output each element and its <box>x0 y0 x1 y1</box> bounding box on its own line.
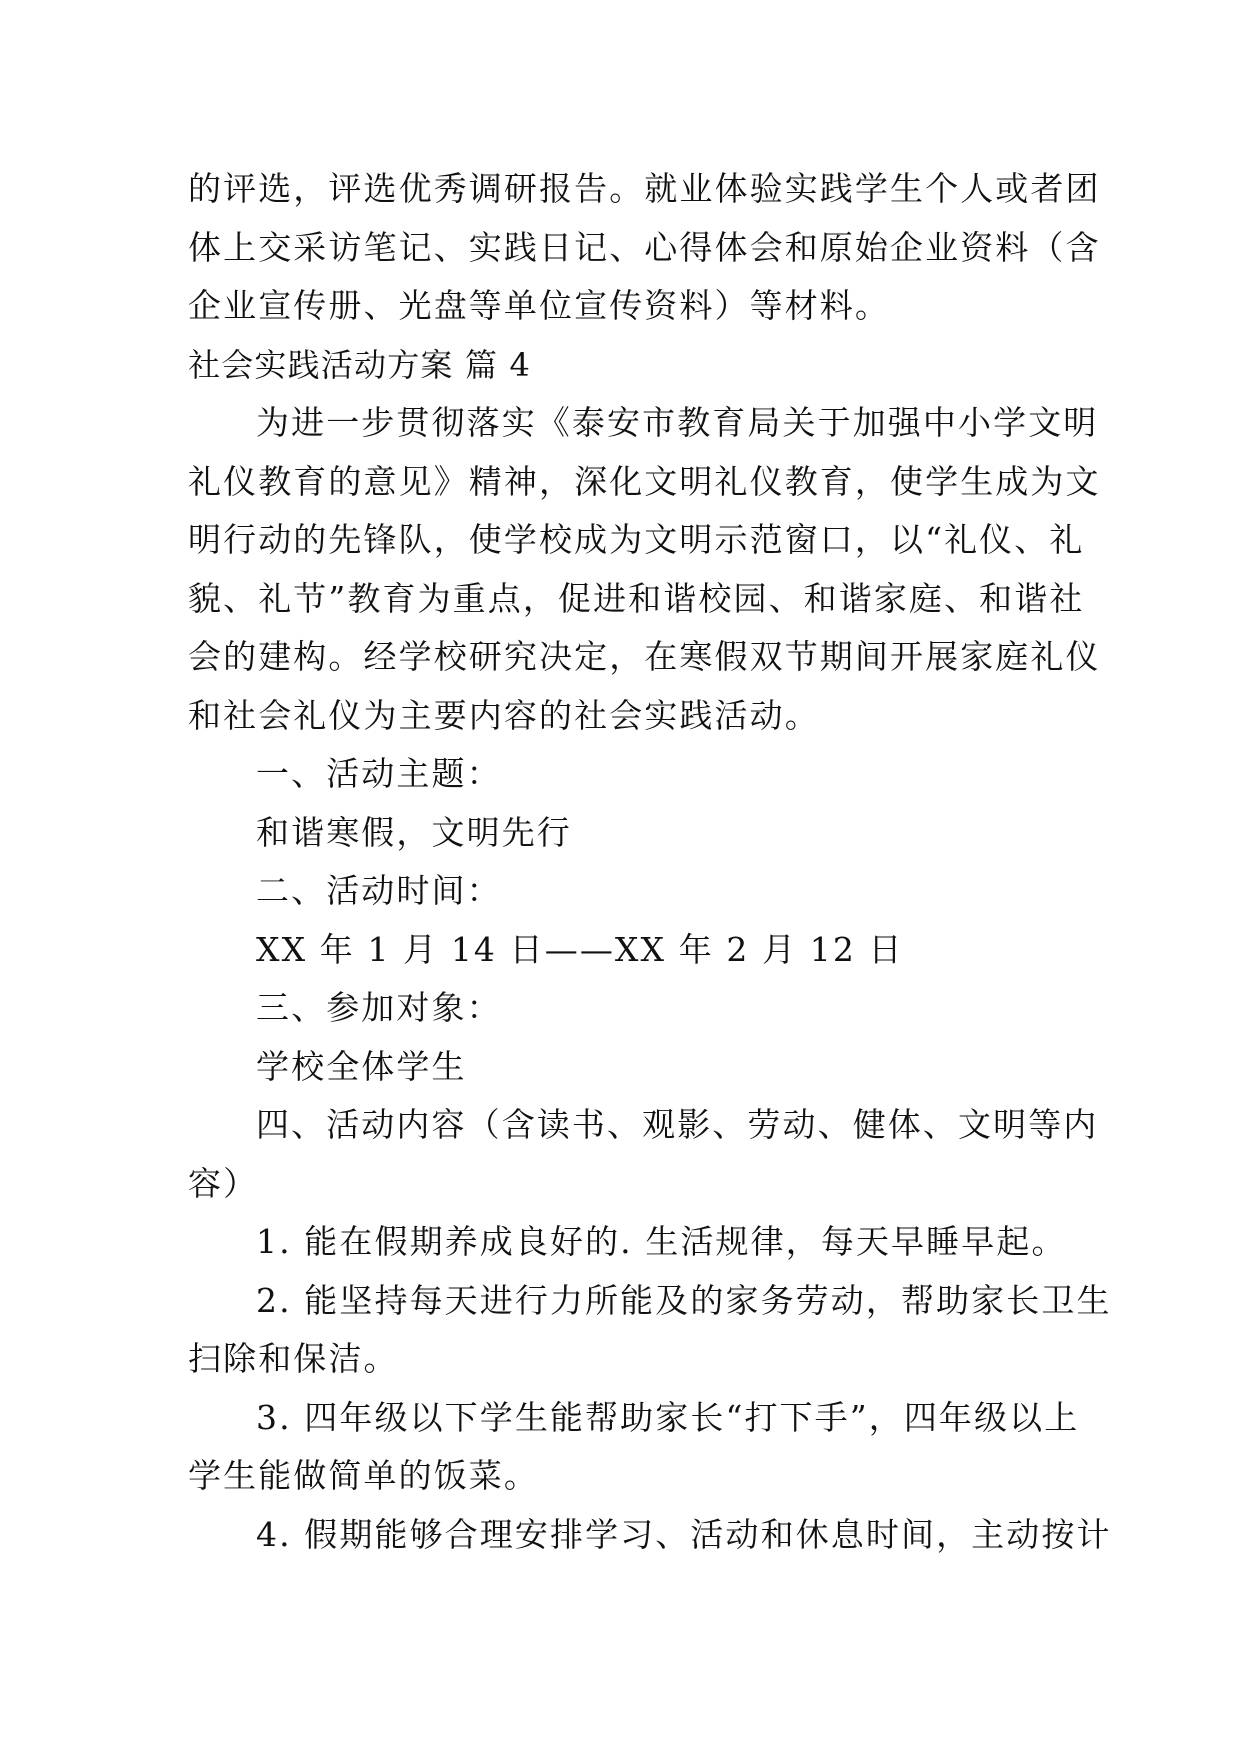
subheading-time: 二、活动时间： <box>256 871 502 910</box>
paragraph-line: 学校全体学生 <box>256 1046 467 1086</box>
subheading-content: 四、活动内容（含读书、观影、劳动、健体、文明等内 <box>256 1105 1099 1144</box>
paragraph-line: 体上交采访笔记、实践日记、心得体会和原始企业资料（含 <box>188 227 1101 267</box>
paragraph-line: 企业宣传册、光盘等单位宣传资料）等材料。 <box>188 286 890 325</box>
subheading-participants: 三、参加对象： <box>256 988 502 1027</box>
list-item: 4. 假期能够合理安排学习、活动和休息时间，主动按计 <box>256 1514 1112 1554</box>
paragraph-line: 和社会礼仪为主要内容的社会实践活动。 <box>188 695 820 735</box>
section-heading: 社会实践活动方案 篇 4 <box>188 345 532 384</box>
paragraph-line: 学生能做简单的饭菜。 <box>188 1456 539 1495</box>
paragraph-line: 和谐寒假，文明先行 <box>256 812 572 852</box>
paragraph-line: 明行动的先锋队，使学校成为文明示范窗口，以“礼仪、礼 <box>188 520 1085 559</box>
paragraph-line: 会的建构。经学校研究决定，在寒假双节期间开展家庭礼仪 <box>188 637 1101 676</box>
list-item: 3. 四年级以下学生能帮助家长“打下手”，四年级以上 <box>256 1397 1080 1437</box>
paragraph-line: 容） <box>188 1163 259 1203</box>
paragraph-line: 貌、礼节”教育为重点，促进和谐校园、和谐家庭、和谐社 <box>188 578 1085 618</box>
paragraph-line: 扫除和保洁。 <box>188 1339 399 1378</box>
paragraph-line: 礼仪教育的意见》精神，深化文明礼仪教育，使学生成为文 <box>188 461 1101 501</box>
paragraph-line: XX 年 1 月 14 日——XX 年 2 月 12 日 <box>256 929 904 969</box>
list-item: 2. 能坚持每天进行力所能及的家务劳动，帮助家长卫生 <box>256 1280 1112 1320</box>
list-item: 1. 能在假期养成良好的. 生活规律，每天早睡早起。 <box>256 1222 1067 1261</box>
paragraph-line: 为进一步贯彻落实《泰安市教育局关于加强中小学文明 <box>256 403 1099 442</box>
subheading-theme: 一、活动主题： <box>256 754 502 793</box>
document-body <box>188 160 1112 1564</box>
paragraph-line: 的评选，评选优秀调研报告。就业体验实践学生个人或者团 <box>188 169 1101 208</box>
